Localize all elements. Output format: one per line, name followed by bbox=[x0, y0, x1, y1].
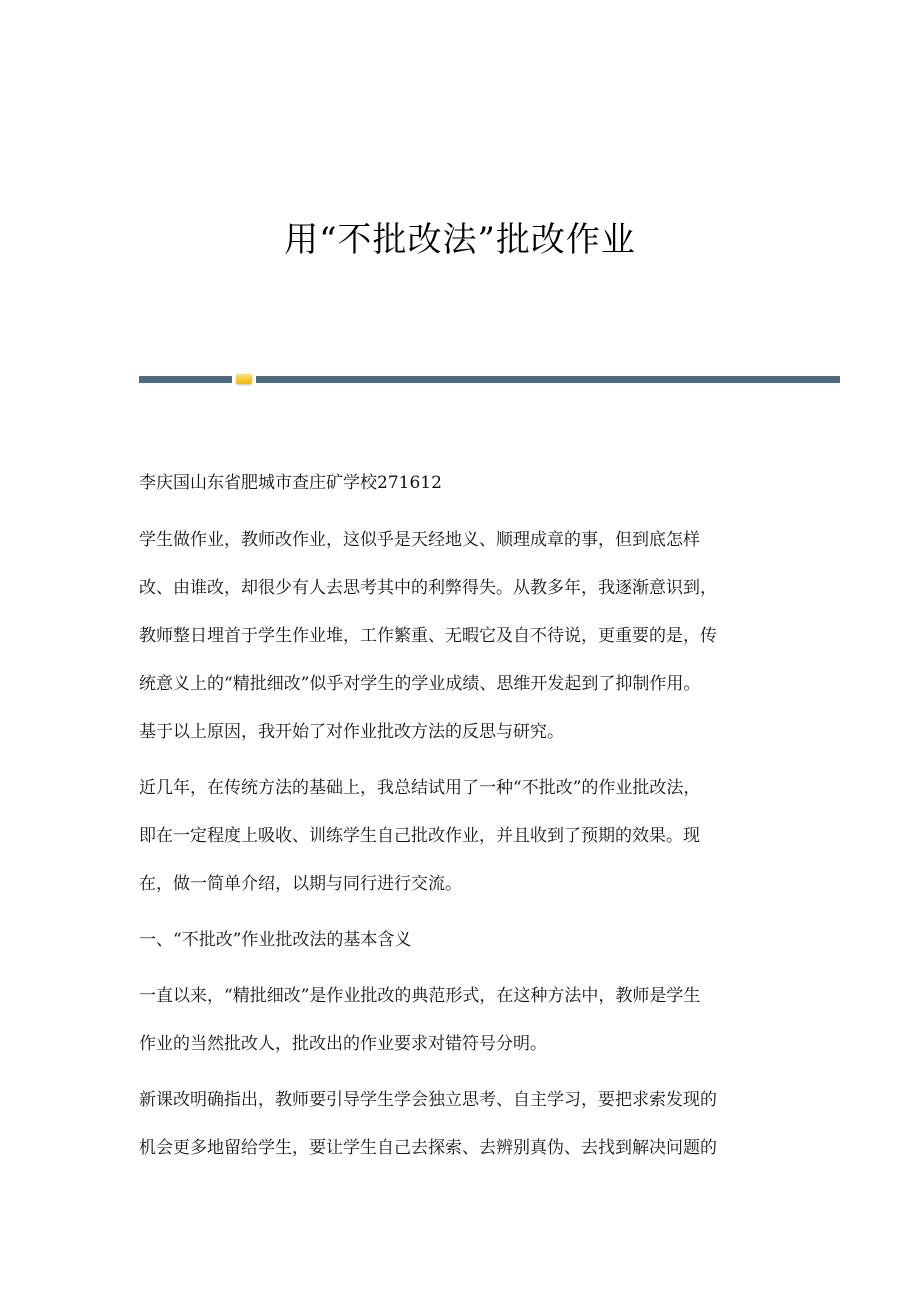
text-line: 学生做作业，教师改作业，这似乎是天经地义、顺理成章的事，但到底怎样 bbox=[139, 530, 700, 550]
text-line: 近几年，在传统方法的基础上，我总结试用了一种“不批改”的作业批改法， bbox=[139, 778, 701, 798]
divider-bar-left bbox=[139, 376, 232, 383]
author-affiliation bbox=[139, 459, 839, 507]
text-line: 作业的当然批改人，批改出的作业要求对错符号分明。 bbox=[139, 1034, 547, 1054]
text-line: 基于以上原因，我开始了对作业批改方法的反思与研究。 bbox=[139, 722, 564, 742]
divider-gem-icon bbox=[236, 374, 252, 384]
text-line: 在，做一简单介绍，以期与同行进行交流。 bbox=[139, 874, 462, 894]
paragraph-traditional bbox=[139, 972, 839, 1068]
text-line: 一、“不批改”作业批改法的基本含义 bbox=[139, 930, 412, 950]
text-line: 改、由谁改，却很少有人去思考其中的利弊得失。从教多年，我逐渐意识到， bbox=[139, 578, 717, 598]
paragraph-new-curriculum bbox=[139, 1076, 839, 1172]
text-line: 一直以来，“精批细改”是作业批改的典范形式，在这种方法中，教师是学生 bbox=[139, 986, 701, 1006]
text-line: 即在一定程度上吸收、训练学生自己批改作业，并且收到了预期的效果。现 bbox=[139, 826, 700, 846]
paragraph-method bbox=[139, 764, 839, 908]
document-title: 用“不批改法”批改作业 bbox=[284, 220, 636, 260]
text-line: 机会更多地留给学生，要让学生自己去探索、去辨别真伪、去找到解决问题的 bbox=[139, 1138, 717, 1158]
section-heading bbox=[139, 916, 839, 964]
text-line: 教师整日埋首于学生作业堆，工作繁重、无暇它及自不待说，更重要的是，传 bbox=[139, 626, 717, 646]
paragraph-intro bbox=[139, 516, 839, 756]
text-line: 李庆国山东省肥城市查庄矿学校271612 bbox=[139, 473, 442, 493]
text-line: 新课改明确指出，教师要引导学生学会独立思考、自主学习，要把求索发现的 bbox=[139, 1090, 717, 1110]
divider-bar-right bbox=[256, 376, 840, 383]
text-line: 统意义上的“精批细改”似乎对学生的学业成绩、思维开发起到了抑制作用。 bbox=[139, 674, 701, 694]
